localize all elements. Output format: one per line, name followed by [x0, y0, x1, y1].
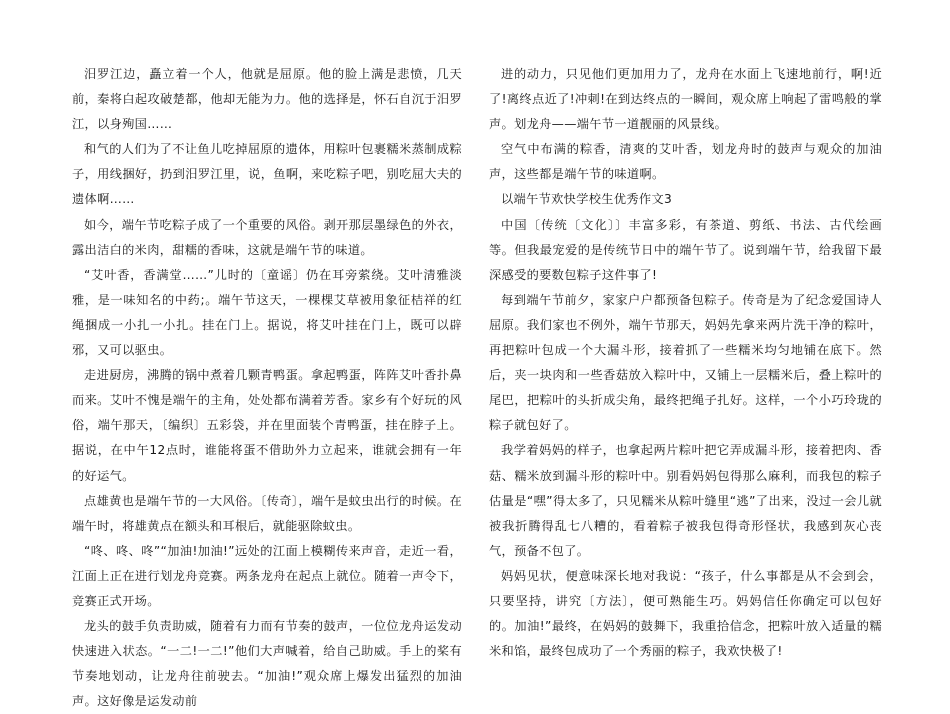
paragraph: “咚、咚、咚”“加油!加油!”远处的江面上模糊传来声音，走近一看，江面上正在进行划龙舟竞赛。两条龙舟在起点上就位。随着一声令下，竞赛正式开场。: [72, 543, 462, 608]
paragraph: 汨罗江边，矗立着一个人，他就是屈原。他的脸上满是悲愤，几天前，秦将白起攻破楚都，他却无能为力。他的选择是，怀石自沉于汨罗江，以身殉国……: [72, 67, 462, 132]
paragraph: 中国〔传统〔文化〕〕丰富多彩，有茶道、剪纸、书法、古代绘画等。但我最宠爱的是传统节日中的端午节了。说到端午节，给我留下最深感受的要数包粽子这件事了!: [489, 217, 882, 282]
paragraph: “艾叶香，香满堂……”儿时的〔童谣〕仍在耳旁萦绕。艾叶清雅淡雅，是一味知名的中药;。端午节这天，一棵棵艾草被用象征桔祥的红绳捆成一小扎一小扎。挂在门上。据说，将艾叶挂在门上，既可以辟邪，又可以驱虫。: [72, 267, 462, 358]
essay-title: 以端午节欢快学校生优秀作文3: [501, 192, 673, 207]
paragraph: 龙头的鼓手负责助威，随着有力而有节奏的鼓声，一位位龙舟运发动快速进入状态。“一二!一二!”他们大声喊着，给自己助威。手上的桨有节奏地划动，让龙舟往前驶去。“加油!”观众席上爆发出猛烈的加油声。这好像是运发动前: [72, 619, 462, 709]
paragraph: 进的动力，只见他们更加用力了，龙舟在水面上飞速地前行，啊!近了!离终点近了!冲刺!在到达终点的一瞬间，观众席上响起了雷鸣般的掌声。划龙舟——端午节一道靓丽的风景线。: [489, 67, 882, 132]
left-column: [72, 62, 462, 714]
paragraph: 点雄黄也是端午节的一大风俗。〔传奇〕，端午是蚊虫出行的时候。在端午时，将雄黄点在额头和耳根后，就能驱除蚊虫。: [72, 493, 462, 533]
paragraph: 妈妈见状，便意味深长地对我说：“孩子，什么事都是从不会到会，只要坚持，讲究〔方法〕，便可熟能生巧。妈妈信任你确定可以包好的。加油!”最终，在妈妈的鼓舞下，我重拾信念，把粽叶放入适量的糯米和馅，最终包成功了一个秀丽的粽子，我欢快极了!: [489, 568, 882, 659]
paragraph: 空气中布满的粽香，清爽的艾叶香，划龙舟时的鼓声与观众的加油声，这些都是端午节的味道啊。: [489, 142, 882, 182]
paragraph: 和气的人们为了不让鱼儿吃掉屈原的遗体，用粽叶包裹糯米蒸制成粽子，用线捆好，扔到汨罗江里，说，鱼啊，来吃粽子吧，别吃屈大夫的遗体啊……: [72, 142, 462, 207]
paragraph: 如今，端午节吃粽子成了一个重要的风俗。剥开那层墨绿色的外衣，露出洁白的米肉，甜糯的香味，这就是端午节的味道。: [72, 217, 462, 257]
right-column: [489, 62, 882, 664]
paragraph: 我学着妈妈的样子，也拿起两片粽叶把它弄成漏斗形，接着把肉、香菇、糯米放到漏斗形的粽叶中。别看妈妈包得那么麻利，而我包的粽子估量是“嘿”得太多了，只见糯米从粽叶缝里“逃”了出来，没过一会儿就被我折腾得乱七八糟的，看着粽子被我包得奇形怪状，我感到灰心丧气，预备不包了。: [489, 443, 882, 558]
paragraph: 每到端午节前夕，家家户户都预备包粽子。传奇是为了纪念爱国诗人屈原。我们家也不例外，端午节那天，妈妈先拿来两片洗干净的粽叶，再把粽叶包成一个大漏斗形，接着抓了一些糯米均匀地铺在底下。然后，夹一块肉和一些香菇放入粽叶中，又铺上一层糯米后，叠上粽叶的尾巴，把粽叶的头折成尖角，最终把绳子扎好。这样，一个小巧玲珑的粽子就包好了。: [489, 292, 882, 433]
paragraph: 走进厨房，沸腾的锅中煮着几颗青鸭蛋。拿起鸭蛋，阵阵艾叶香扑鼻而来。艾叶不愧是端午的主角，处处都布满着芳香。家乡有个好玩的风俗，端午那天，〔编织〕五彩袋，并在里面装个青鸭蛋，挂在脖子上。据说，在中午12点时，谁能将蛋不借助外力立起来，谁就会拥有一年的好运气。: [72, 368, 462, 483]
